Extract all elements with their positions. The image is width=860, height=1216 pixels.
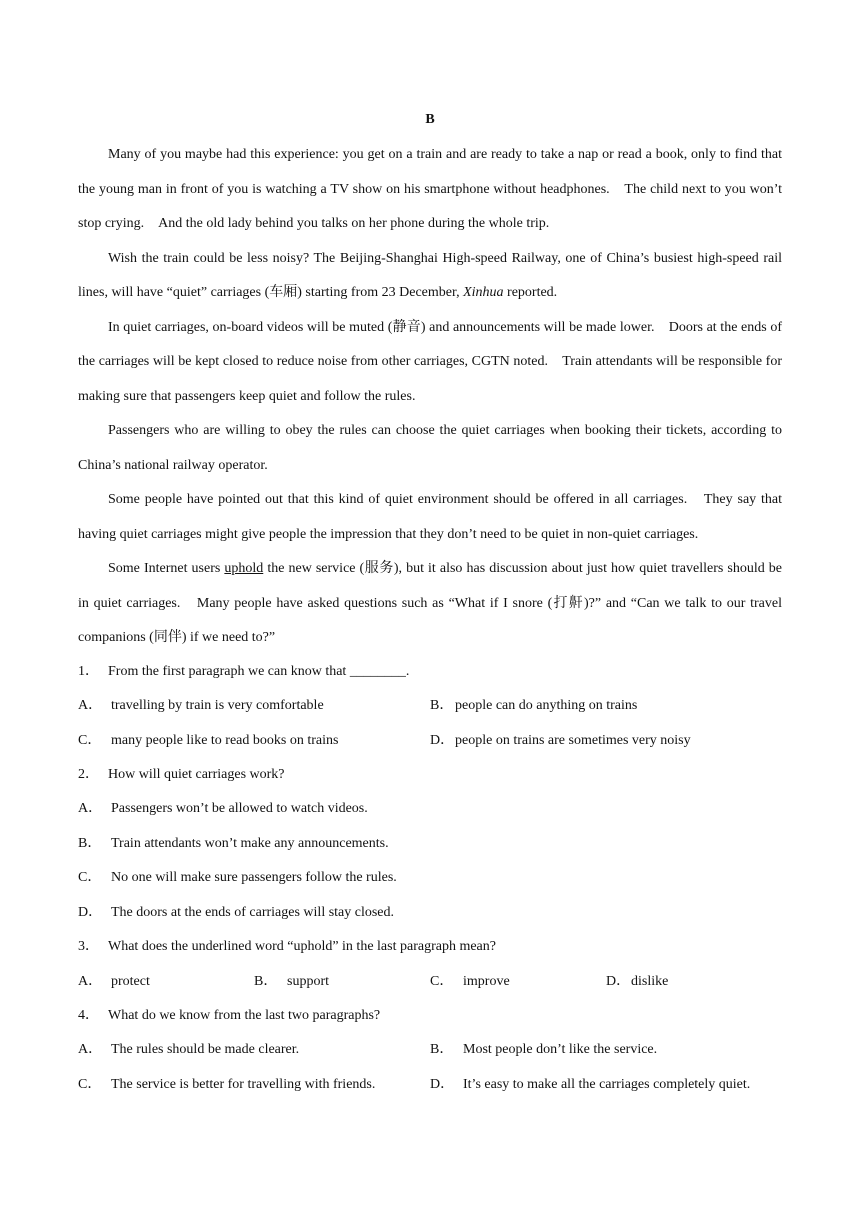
option-text: It’s easy to make all the carriages completely quiet.	[463, 1077, 751, 1092]
option-letter: D．	[606, 974, 631, 989]
passage-paragraph-1: Many of you maybe had this experience: you get on a train and are ready to take a nap or read a book, only to find that the young man in front of you is watching a TV show on his smartphone without headphones. The child next to you won’t stop crying. And the old lady behind you talks on her phone during the whole trip.	[78, 147, 782, 231]
paragraph-6-text-start: Some Internet users	[108, 561, 225, 576]
question-4-stem	[78, 1006, 380, 1026]
paragraph-2-text-end: reported.	[503, 285, 558, 300]
question-2-number: 2．	[78, 767, 99, 782]
passage-paragraph-5: Some people have pointed out that this kind of quiet environment should be offered in all carriages. They say that having quiet carriages might give people the impression that they don’t need to be quiet in non-quiet carriages.	[78, 492, 782, 542]
question-1-option-c[interactable]	[78, 731, 338, 751]
passage-paragraph-2	[78, 242, 782, 311]
question-3-option-d[interactable]	[606, 972, 668, 992]
question-3-option-b[interactable]	[254, 972, 329, 992]
passage-paragraph-3: In quiet carriages, on-board videos will be muted (静音) and announcements will be made lower. Doors at the ends of the carriages will be kept closed to reduce noise from other carriages, CGTN noted. Train attendants will be responsible for making sure that passengers keep quiet and follow the rules.	[78, 319, 782, 404]
option-letter: A．	[78, 801, 103, 816]
option-letter: C．	[78, 733, 102, 748]
question-1-stem	[78, 662, 409, 682]
question-3-option-c[interactable]	[430, 972, 510, 992]
paragraph-2-text-start: Wish the train could be less noisy? The Beijing-Shanghai High-speed Railway, one of China’s busiest high-speed rail lines, will have “quiet” carriages (车厢) starting from 23 December,	[78, 250, 782, 300]
question-1-text: From the first paragraph we can know that ________.	[108, 664, 410, 679]
passage-paragraph-4: Passengers who are willing to obey the rules can choose the quiet carriages when booking their tickets, according to China’s national railway operator.	[78, 423, 782, 473]
option-text: people on trains are sometimes very noisy	[455, 733, 691, 748]
question-2-option-b[interactable]	[78, 834, 389, 854]
option-letter: C．	[430, 974, 454, 989]
option-text: dislike	[631, 974, 669, 989]
question-3-number: 3．	[78, 939, 99, 954]
option-letter: A．	[78, 1042, 103, 1057]
question-2-option-c[interactable]	[78, 868, 397, 888]
option-text: travelling by train is very comfortable	[111, 698, 324, 713]
paragraph-6-text-end: the new service (服务), but it also has discussion about just how quiet travellers should be in quiet carriages. Many people have asked questions such as “What if I snore (打鼾)?” and “Can we talk to our travel companions (同伴) if we need to?”	[78, 561, 783, 645]
option-letter: D．	[430, 1077, 455, 1092]
option-letter: C．	[78, 1077, 102, 1092]
option-text: Train attendants won’t make any announcements.	[111, 836, 389, 851]
reading-passage	[78, 138, 782, 656]
question-2-option-d[interactable]	[78, 903, 394, 923]
question-2-stem	[78, 765, 285, 785]
passage-paragraph-6	[78, 552, 782, 656]
option-text: The doors at the ends of carriages will stay closed.	[111, 905, 395, 920]
question-4-option-d[interactable]	[430, 1075, 750, 1095]
option-text: protect	[111, 974, 150, 989]
question-2-text: How will quiet carriages work?	[108, 767, 285, 782]
question-3-stem	[78, 937, 496, 957]
option-letter: B．	[430, 1042, 454, 1057]
section-title: B	[425, 112, 435, 127]
underlined-word: uphold	[224, 561, 264, 576]
question-4-number: 4．	[78, 1008, 99, 1023]
option-text: The rules should be made clearer.	[111, 1042, 300, 1057]
question-2-option-a[interactable]	[78, 799, 368, 819]
question-1-option-d[interactable]	[430, 731, 691, 751]
option-letter: D．	[78, 905, 103, 920]
option-letter: D．	[430, 733, 455, 748]
option-text: The service is better for travelling with friends.	[111, 1077, 376, 1092]
question-1-number: 1．	[78, 664, 99, 679]
option-letter: A．	[78, 698, 103, 713]
question-4-option-c[interactable]	[78, 1075, 375, 1095]
question-3-option-a[interactable]	[78, 972, 150, 992]
question-3-text: What does the underlined word “uphold” in the last paragraph mean?	[108, 939, 496, 954]
question-4-option-a[interactable]	[78, 1040, 299, 1060]
option-text: people can do anything on trains	[455, 698, 638, 713]
question-4-option-b[interactable]	[430, 1040, 657, 1060]
question-4-text: What do we know from the last two paragraphs?	[108, 1008, 381, 1023]
source-name-italic: Xinhua	[463, 285, 504, 300]
option-text: Passengers won’t be allowed to watch videos.	[111, 801, 368, 816]
question-1-option-b[interactable]	[430, 696, 637, 716]
option-text: many people like to read books on trains	[111, 733, 339, 748]
option-letter: C．	[78, 870, 102, 885]
option-text: No one will make sure passengers follow the rules.	[111, 870, 397, 885]
option-text: support	[287, 974, 329, 989]
option-text: improve	[463, 974, 510, 989]
option-letter: A．	[78, 974, 103, 989]
option-text: Most people don’t like the service.	[463, 1042, 658, 1057]
option-letter: B．	[78, 836, 102, 851]
question-1-option-a[interactable]	[78, 696, 324, 716]
option-letter: B．	[254, 974, 278, 989]
option-letter: B．	[430, 698, 454, 713]
